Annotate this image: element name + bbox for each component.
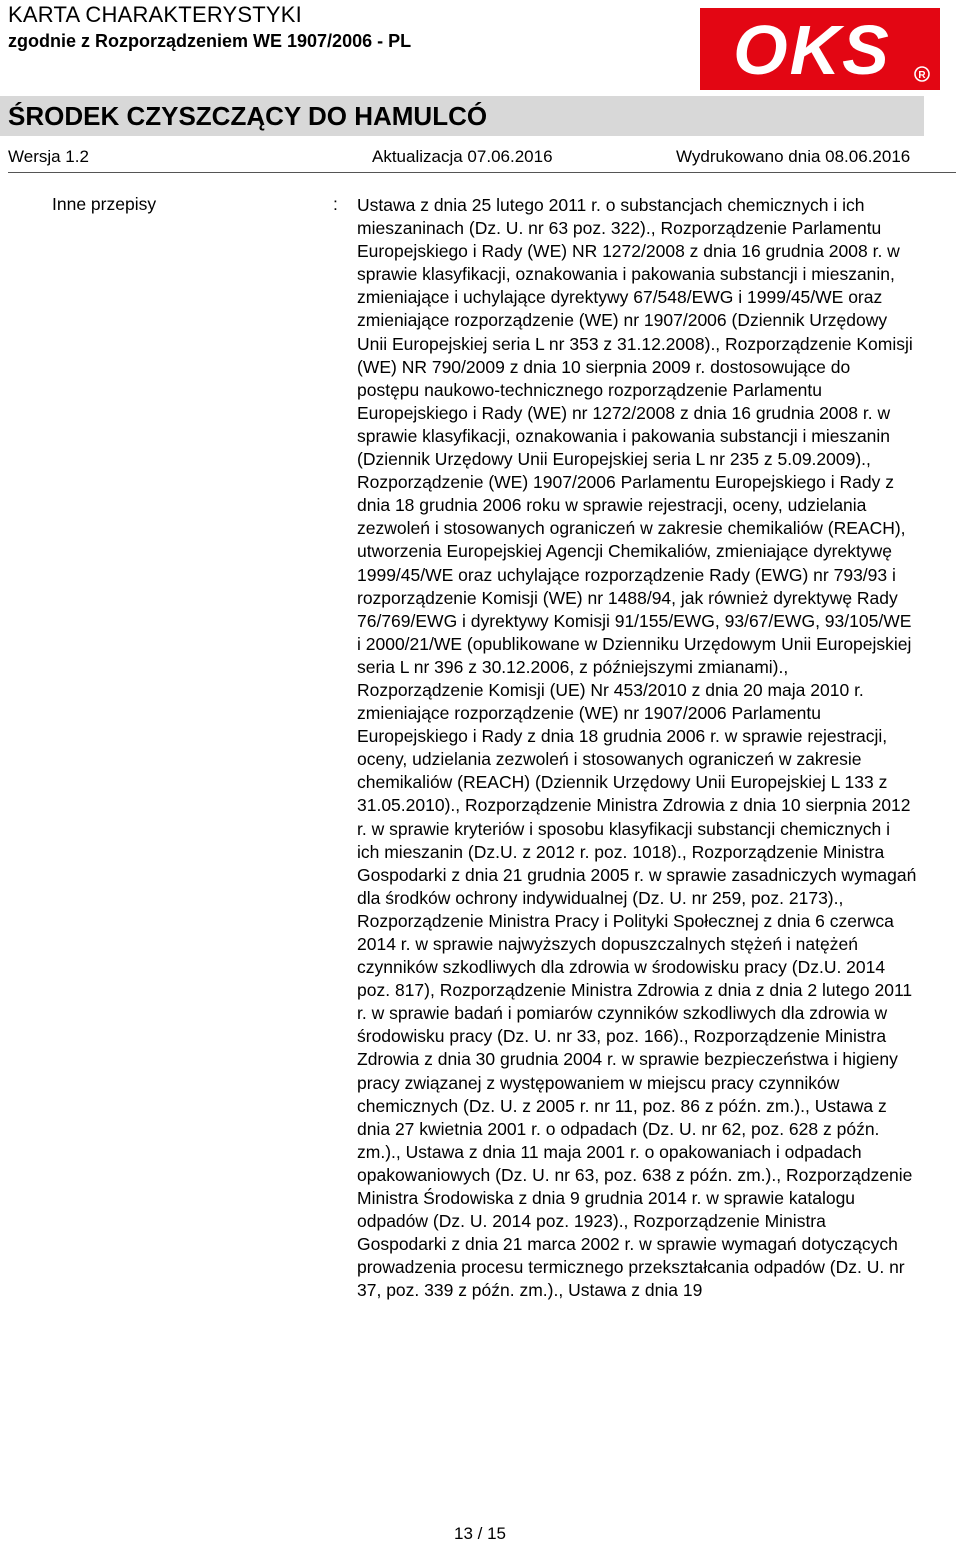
registered-mark-glyph: R (918, 70, 926, 81)
regulations-text: Ustawa z dnia 25 lutego 2011 r. o substancjach chemicznych i ich mieszaninach (Dz. U. nr 63 poz. 322)., Rozporządzenie Parlamentu Europejskiego i Rady (WE) NR 1272/2008 z dnia 16 grudnia 2008 r. w sprawie klasyfikacji, oznakowania i pakowania substancji i mieszanin, zmieniające i uchylające dyrektywy 67/548/EWG i 1999/45/WE oraz zmieniające rozporządzenie (WE) nr 1907/2006 (Dziennik Urzędowy Unii Europejskiej seria L nr 353 z 31.12.2008)., Rozporządzenie Komisji (WE) NR 790/2009 z dnia 10 sierpnia 2009 r. dostosowujące do postępu naukowo-technicznego rozporządzenie Parlamentu Europejskiego i Rady (WE) nr 1272/2008 z dnia 16 grudnia 2008 r. w sprawie klasyfikacji, oznakowania i pakowania substancji i mieszanin (Dziennik Urzędowy Unii Europejskiej seria L nr 235 z 5.09.2009)., Rozporządzenie (WE) 1907/2006 Parlamentu Europejskiego i Rady z dnia 18 grudnia 2006 roku w sprawie rejestracji, oceny, udzielania zezwoleń i stosowanych ograniczeń w zakresie chemikaliów (REACH), utworzenia Europejskiej Agencji Chemikaliów, zmieniające dyrektywę 1999/45/WE oraz uchylające rozporządzenie Rady (EWG) nr 793/93 i rozporządzenie Komisji (WE) nr 1488/94, jak również dyrektywę Rady 76/769/EWG i dyrektywy Komisji 91/155/EWG, 93/67/EWG, 93/105/WE i 2000/21/WE (opublikowane w Dzienniku Urzędowym Unii Europejskiej seria L nr 396 z 30.12.2006, z późniejszymi zmianami)., Rozporządzenie Komisji (UE) Nr 453/2010 z dnia 20 maja 2010 r. zmieniające rozporządzenie (WE) nr 1907/2006 Parlamentu Europejskiego i Rady z dnia 18 grudnia 2006 r. w sprawie rejestracji, oceny, udzielania zezwoleń i stosowanych ograniczeń w zakresie chemikaliów (REACH) (Dziennik Urzędowy Unii Europejskiej L 133 z 31.05.2010)., Rozporządzenie Ministra Zdrowia z dnia 10 sierpnia 2012 r. w sprawie kryteriów i sposobu klasyfikacji substancji chemicznych i ich mieszanin (Dz.U. z 2012 r. poz. 1018)., Rozporządzenie Ministra Gospodarki z dnia 21 grudnia 2005 r. w sprawie zasadniczych wymagań dla środków ochrony indywidualnej (Dz. U. nr 259, poz. 2173)., Rozporządzenie Ministra Pracy i Polityki Społecznej z dnia 6 czerwca 2014 r. w sprawie najwyższych dopuszczalnych stężeń i natężeń czynników szkodliwych dla zdrowia w środowisku pracy (Dz.U. 2014 poz. 817), Rozporządzenie Ministra Zdrowia z dnia z dnia 2 lutego 2011 r. w sprawie badań i pomiarów czynników szkodliwych dla zdrowia w środowisku pracy (Dz. U. nr 33, poz. 166)., Rozporządzenie Ministra Zdrowia z dnia 30 grudnia 2004 r. w sprawie bezpieczeństwa i higieny pracy związanej z występowaniem w miejscu pracy czynników chemicznych (Dz. U. z 2005 r. nr 11, poz. 86 z późn. zm.)., Ustawa z dnia 27 kwietnia 2001 r. o odpadach (Dz. U. nr 62, poz. 628 z późn. zm.)., Ustawa z dnia 11 maja 2001 r. o opakowaniach i odpadach opakowaniowych (Dz. U. nr 63, poz. 638 z późn. zm.)., Rozporządzenie Ministra Środowiska z dnia 9 grudnia 2014 r. w sprawie katalogu odpadów (Dz. U. 2014 poz. 1923)., Rozporządzenie Ministra Gospodarki z dnia 21 marca 2002 r. w sprawie wymagań dotyczących prowadzenia procesu termicznego przekształcania odpadów (Dz. U. nr 37, poz. 339 z późn. zm.)., Ustawa z dnia 19 (357, 195, 917, 1301)
oks-logo-text: OKS (733, 11, 891, 89)
document-title: KARTA CHARAKTERYSTYKI (8, 2, 302, 27)
regulation-subtitle: zgodnie z Rozporządzeniem WE 1907/2006 - PL (8, 31, 412, 51)
oks-logo (700, 8, 940, 90)
label-separator: : (333, 194, 338, 214)
page-number: 13 / 15 (454, 1524, 506, 1543)
update-date: Aktualizacja 07.06.2016 (372, 147, 553, 166)
section-label: Inne przepisy (52, 194, 157, 214)
product-name: ŚRODEK CZYSZCZĄCY DO HAMULCÓ (8, 101, 488, 131)
header-divider (8, 172, 956, 173)
print-date: Wydrukowano dnia 08.06.2016 (676, 147, 911, 166)
version-info: Wersja 1.2 (8, 147, 89, 166)
